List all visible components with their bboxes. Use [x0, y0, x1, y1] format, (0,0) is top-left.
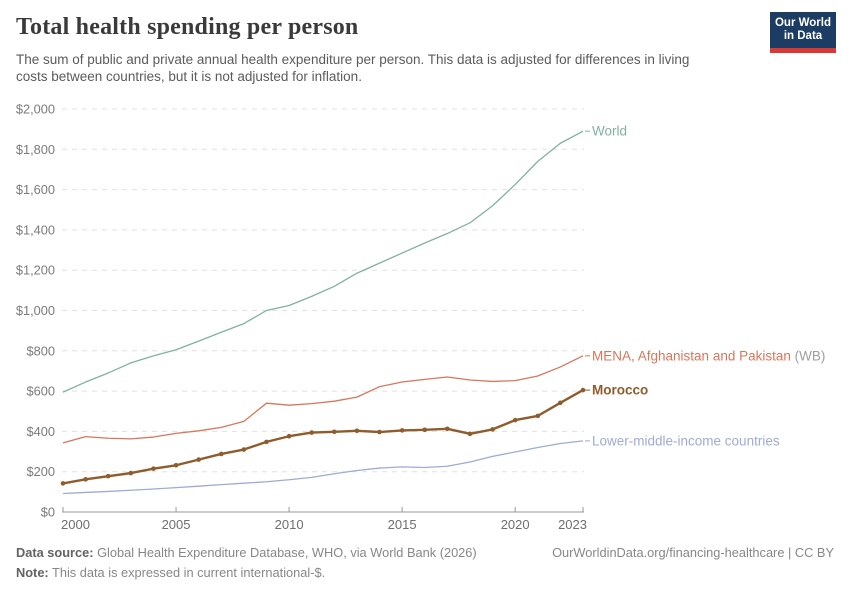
data-point-marker[interactable]	[490, 427, 495, 432]
data-point-marker[interactable]	[309, 430, 314, 435]
data-source-text: Global Health Expenditure Database, WHO, via World Bank (2026)	[97, 545, 477, 560]
page-title: Total health spending per person	[16, 14, 359, 40]
data-point-marker[interactable]	[513, 418, 518, 423]
series-label[interactable]: Lower-middle-income countries	[592, 433, 780, 449]
series-line[interactable]	[63, 356, 583, 443]
series-label[interactable]: Morocco	[592, 382, 649, 398]
data-point-marker[interactable]	[151, 466, 156, 471]
y-tick-label: $1,200	[15, 262, 55, 278]
x-axis-ticks	[61, 507, 587, 532]
x-tick-label: 2005	[161, 517, 191, 532]
x-tick-label: 2023	[558, 517, 587, 532]
x-tick-label: 2015	[387, 517, 417, 532]
data-point-marker[interactable]	[219, 452, 224, 457]
y-tick-label: $1,600	[15, 182, 55, 198]
data-point-marker[interactable]	[468, 432, 473, 437]
y-tick-label: $2,000	[15, 101, 55, 117]
x-tick-label: 2010	[274, 517, 304, 532]
data-point-marker[interactable]	[445, 426, 450, 431]
y-tick-label: $600	[26, 383, 55, 399]
data-point-marker[interactable]	[129, 471, 134, 476]
data-point-marker[interactable]	[264, 440, 269, 445]
note-text: This data is expressed in current international-$.	[52, 565, 326, 580]
data-point-marker[interactable]	[106, 474, 111, 479]
data-point-marker[interactable]	[196, 457, 201, 462]
owid-logo-line2: in Data	[783, 30, 823, 42]
y-tick-label: $1,400	[15, 222, 55, 238]
x-tick-label: 2020	[500, 517, 530, 532]
owid-logo	[770, 12, 836, 53]
line-chart-plot-area[interactable]	[0, 95, 850, 543]
data-point-marker[interactable]	[174, 463, 179, 468]
series-lower-middle-income-countries[interactable]	[63, 433, 780, 493]
y-tick-label: $200	[26, 464, 55, 480]
y-tick-label: $1,000	[15, 303, 55, 318]
x-tick-label: 2000	[61, 517, 90, 532]
data-point-marker[interactable]	[535, 414, 540, 419]
data-point-marker[interactable]	[355, 428, 360, 433]
note-line	[16, 565, 834, 580]
data-point-marker[interactable]	[377, 430, 382, 435]
y-tick-label: $1,800	[15, 141, 55, 157]
y-tick-label: $0	[40, 504, 55, 520]
data-point-marker[interactable]	[242, 447, 247, 452]
y-tick-label: $800	[26, 343, 55, 359]
series-label-suffix: (WB)	[790, 348, 826, 364]
series-line[interactable]	[63, 390, 583, 483]
data-point-marker[interactable]	[400, 428, 405, 433]
series-label[interactable]: World	[592, 123, 628, 139]
owid-logo-line1: Our World	[774, 17, 831, 29]
data-point-marker[interactable]	[287, 434, 292, 439]
series-line[interactable]	[63, 131, 583, 392]
series-line[interactable]	[63, 441, 583, 494]
y-tick-label: $400	[26, 423, 55, 439]
series-world[interactable]	[63, 124, 627, 392]
data-source-label: Data source:	[16, 545, 94, 560]
data-point-marker[interactable]	[83, 477, 88, 482]
data-source-line	[16, 545, 477, 560]
note-label: Note:	[16, 565, 49, 580]
chart-footer	[16, 545, 834, 580]
data-point-marker[interactable]	[422, 427, 427, 432]
data-point-marker[interactable]	[581, 388, 586, 393]
series-label[interactable]: MENA, Afghanistan and Pakistan (WB)	[592, 348, 826, 364]
data-point-marker[interactable]	[61, 481, 66, 486]
chart-subtitle: The sum of public and private annual health expenditure per person. This data is adjusted for differences in living costs between countries, but it is not adjusted for inflation.	[16, 52, 690, 84]
y-gridlines	[16, 102, 584, 520]
owid-credit-link[interactable]: OurWorldinData.org/financing-healthcare | CC BY	[552, 545, 834, 560]
data-point-marker[interactable]	[558, 400, 563, 405]
data-point-marker[interactable]	[332, 430, 337, 435]
